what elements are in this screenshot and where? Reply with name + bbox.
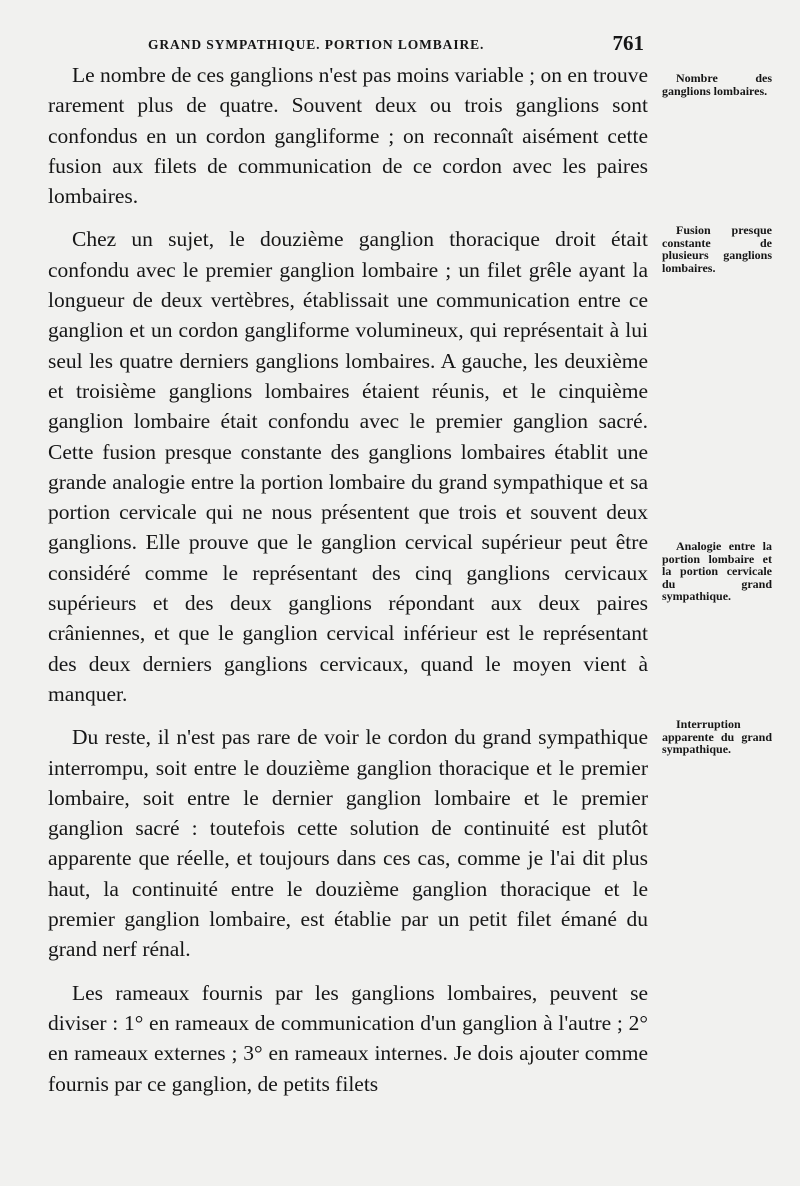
paragraph-rameaux: Les rameaux fournis par les ganglions lombaires, peuvent se diviser : 1° en rameaux de communication d'un ganglion à l'autre ; 2° en rameaux externes ; 3° en rameaux internes. Je dois ajouter comme fournis par ce ganglion, de petits filets: [48, 980, 648, 1096]
margin-note-nombre: Nombre des ganglions lombaires.: [662, 71, 772, 98]
running-head: GRAND SYMPATHIQUE. PORTION LOMBAIRE.: [148, 37, 485, 52]
page-number: 761: [612, 31, 644, 55]
margin-note-analogie: Analogie entre la portion lombaire et la portion cervicale du grand sympathique.: [662, 539, 772, 603]
paragraph-ganglion-fusion: Chez un sujet, le douzième ganglion thoracique droit était confondu avec le premier ganglion lombaire ; un filet grêle ayant la longueur de deux vertèbres, établissait une communication entre ce ganglion et un cordon gangliforme volumineux, qui représentait à lui seul les quatre derniers ganglions lombaires. A gauche, les deuxième et troisième ganglions lombaires étaient réunis, et le cinquième ganglion lombaire était confondu avec le premier ganglion sacré. Cette fusion presque constante des ganglions lombaires établit une grande analogie entre la portion lombaire du grand sympathique et sa portion cervicale qui ne nous présentent que trois et souvent deux ganglions. Elle prouve que le ganglion cervical supérieur peut être considéré comme le représentant des cinq ganglions cervicaux supérieurs et des deux ganglions répondant aux deux paires crâniennes, et que le ganglion cervical inférieur est le représentant des deux derniers ganglions cervicaux, quand le moyen vient à manquer.: [48, 227, 648, 706]
page-header: [48, 31, 648, 57]
paragraph-interruption: Du reste, il n'est pas rare de voir le cordon du grand sympathique interrompu, soit entre le douzième ganglion thoracique et le premier lombaire, soit entre le dernier ganglion lombaire et le premier ganglion sacré : toutefois cette solution de continuité est plutôt apparente que réelle, et toujours dans ces cas, comme je l'ai dit plus haut, la continuité entre le douzième ganglion thoracique et le premier ganglion lombaire, est établie par un petit filet émané du grand nerf rénal.: [48, 725, 648, 962]
body-text: [48, 60, 648, 1112]
paragraph-ganglion-count: Le nombre de ces ganglions n'est pas moins variable ; on en trouve rarement plus de quatre. Souvent deux ou trois ganglions sont confondus en un cordon gangliforme ; on reconnaît aisément cette fusion aux filets de communication de ce cordon avec les paires lombaires.: [48, 63, 648, 209]
margin-note-interruption: Interruption apparente du grand sympathique.: [662, 717, 772, 756]
margin-note-fusion: Fusion presque constante de plusieurs ganglions lombaires.: [662, 223, 772, 275]
